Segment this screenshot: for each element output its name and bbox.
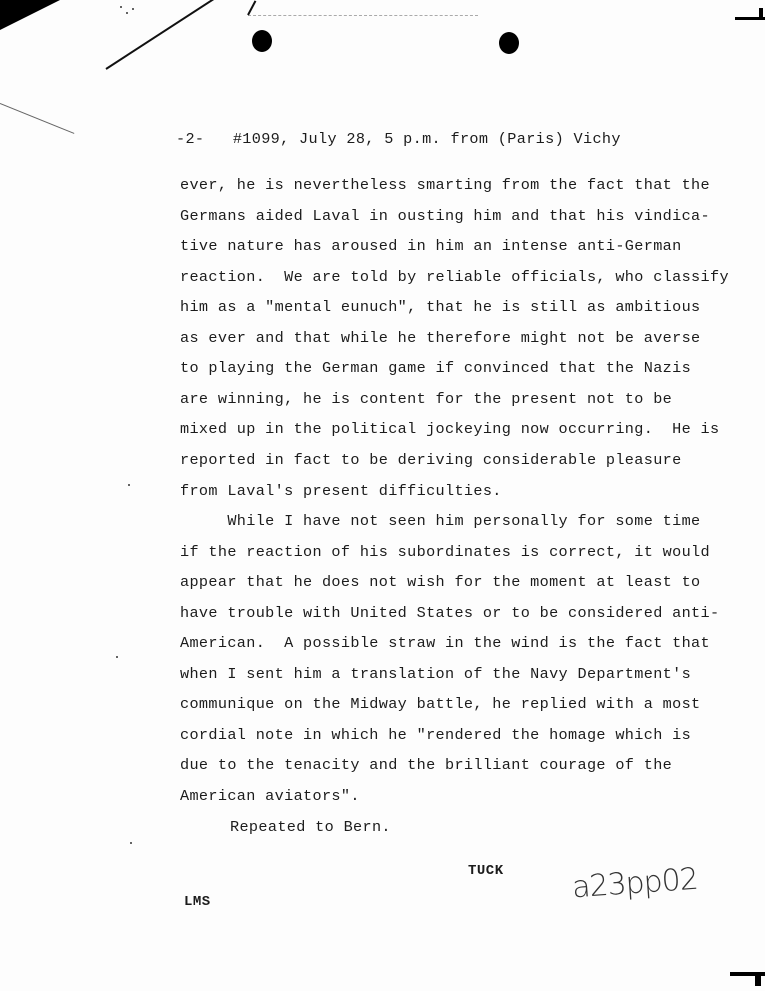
scan-edge-mark [735, 10, 765, 20]
text-line: Germans aided Laval in ousting him and that his vindica- [180, 207, 710, 225]
text-line: cordial note in which he "rendered the homage which is [180, 726, 692, 744]
text-line: when I sent him a translation of the Navy Department's [180, 665, 692, 683]
text-line: from Laval's present difficulties. [180, 482, 502, 500]
page-number: -2- [176, 130, 205, 148]
text-line: American. A possible straw in the wind is the fact that [180, 634, 710, 652]
text-line: American aviators". [180, 787, 360, 805]
text-line: communique on the Midway battle, he replied with a most [180, 695, 701, 713]
fold-line [0, 103, 74, 134]
fold-line [247, 0, 256, 15]
text-line: as ever and that while he therefore might not be averse [180, 329, 701, 347]
speckle [130, 842, 132, 844]
text-line: reaction. We are told by reliable officials, who classify [180, 268, 729, 286]
fold-line [248, 15, 478, 17]
speckle [116, 656, 118, 658]
fold-line [105, 0, 240, 70]
speckle [132, 8, 134, 10]
text-line: mixed up in the political jockeying now occurring. He is [180, 420, 720, 438]
signature: TUCK [468, 863, 504, 879]
repeated-to-line: Repeated to Bern. [230, 818, 391, 836]
telegram-reference: #1099, July 28, 5 p.m. from (Paris) Vichy [232, 130, 621, 148]
punch-hole [252, 30, 272, 52]
speckle [128, 484, 130, 486]
text-line: due to the tenacity and the brilliant courage of the [180, 756, 673, 774]
text-line: ever, he is nevertheless smarting from the fact that the [180, 176, 710, 194]
scan-corner-artifact [0, 0, 60, 30]
handwritten-annotation: a23pp02 [570, 861, 699, 906]
sender-initials: LMS [184, 894, 211, 910]
text-line: if the reaction of his subordinates is correct, it would [180, 543, 710, 561]
text-line: to playing the German game if convinced that the Nazis [180, 359, 692, 377]
scan-edge-mark [730, 972, 765, 991]
document-header [176, 130, 621, 148]
text-line: him as a "mental eunuch", that he is still as ambitious [180, 298, 701, 316]
text-line: reported in fact to be deriving considerable pleasure [180, 451, 682, 469]
punch-hole [499, 32, 519, 54]
text-line: appear that he does not wish for the moment at least to [180, 573, 701, 591]
text-line: are winning, he is content for the present not to be [180, 390, 673, 408]
text-line: While I have not seen him personally for some time [180, 512, 701, 530]
speckle [120, 6, 122, 8]
text-line: have trouble with United States or to be considered anti- [180, 604, 720, 622]
speckle [126, 12, 128, 14]
text-line: tive nature has aroused in him an intense anti-German [180, 237, 682, 255]
